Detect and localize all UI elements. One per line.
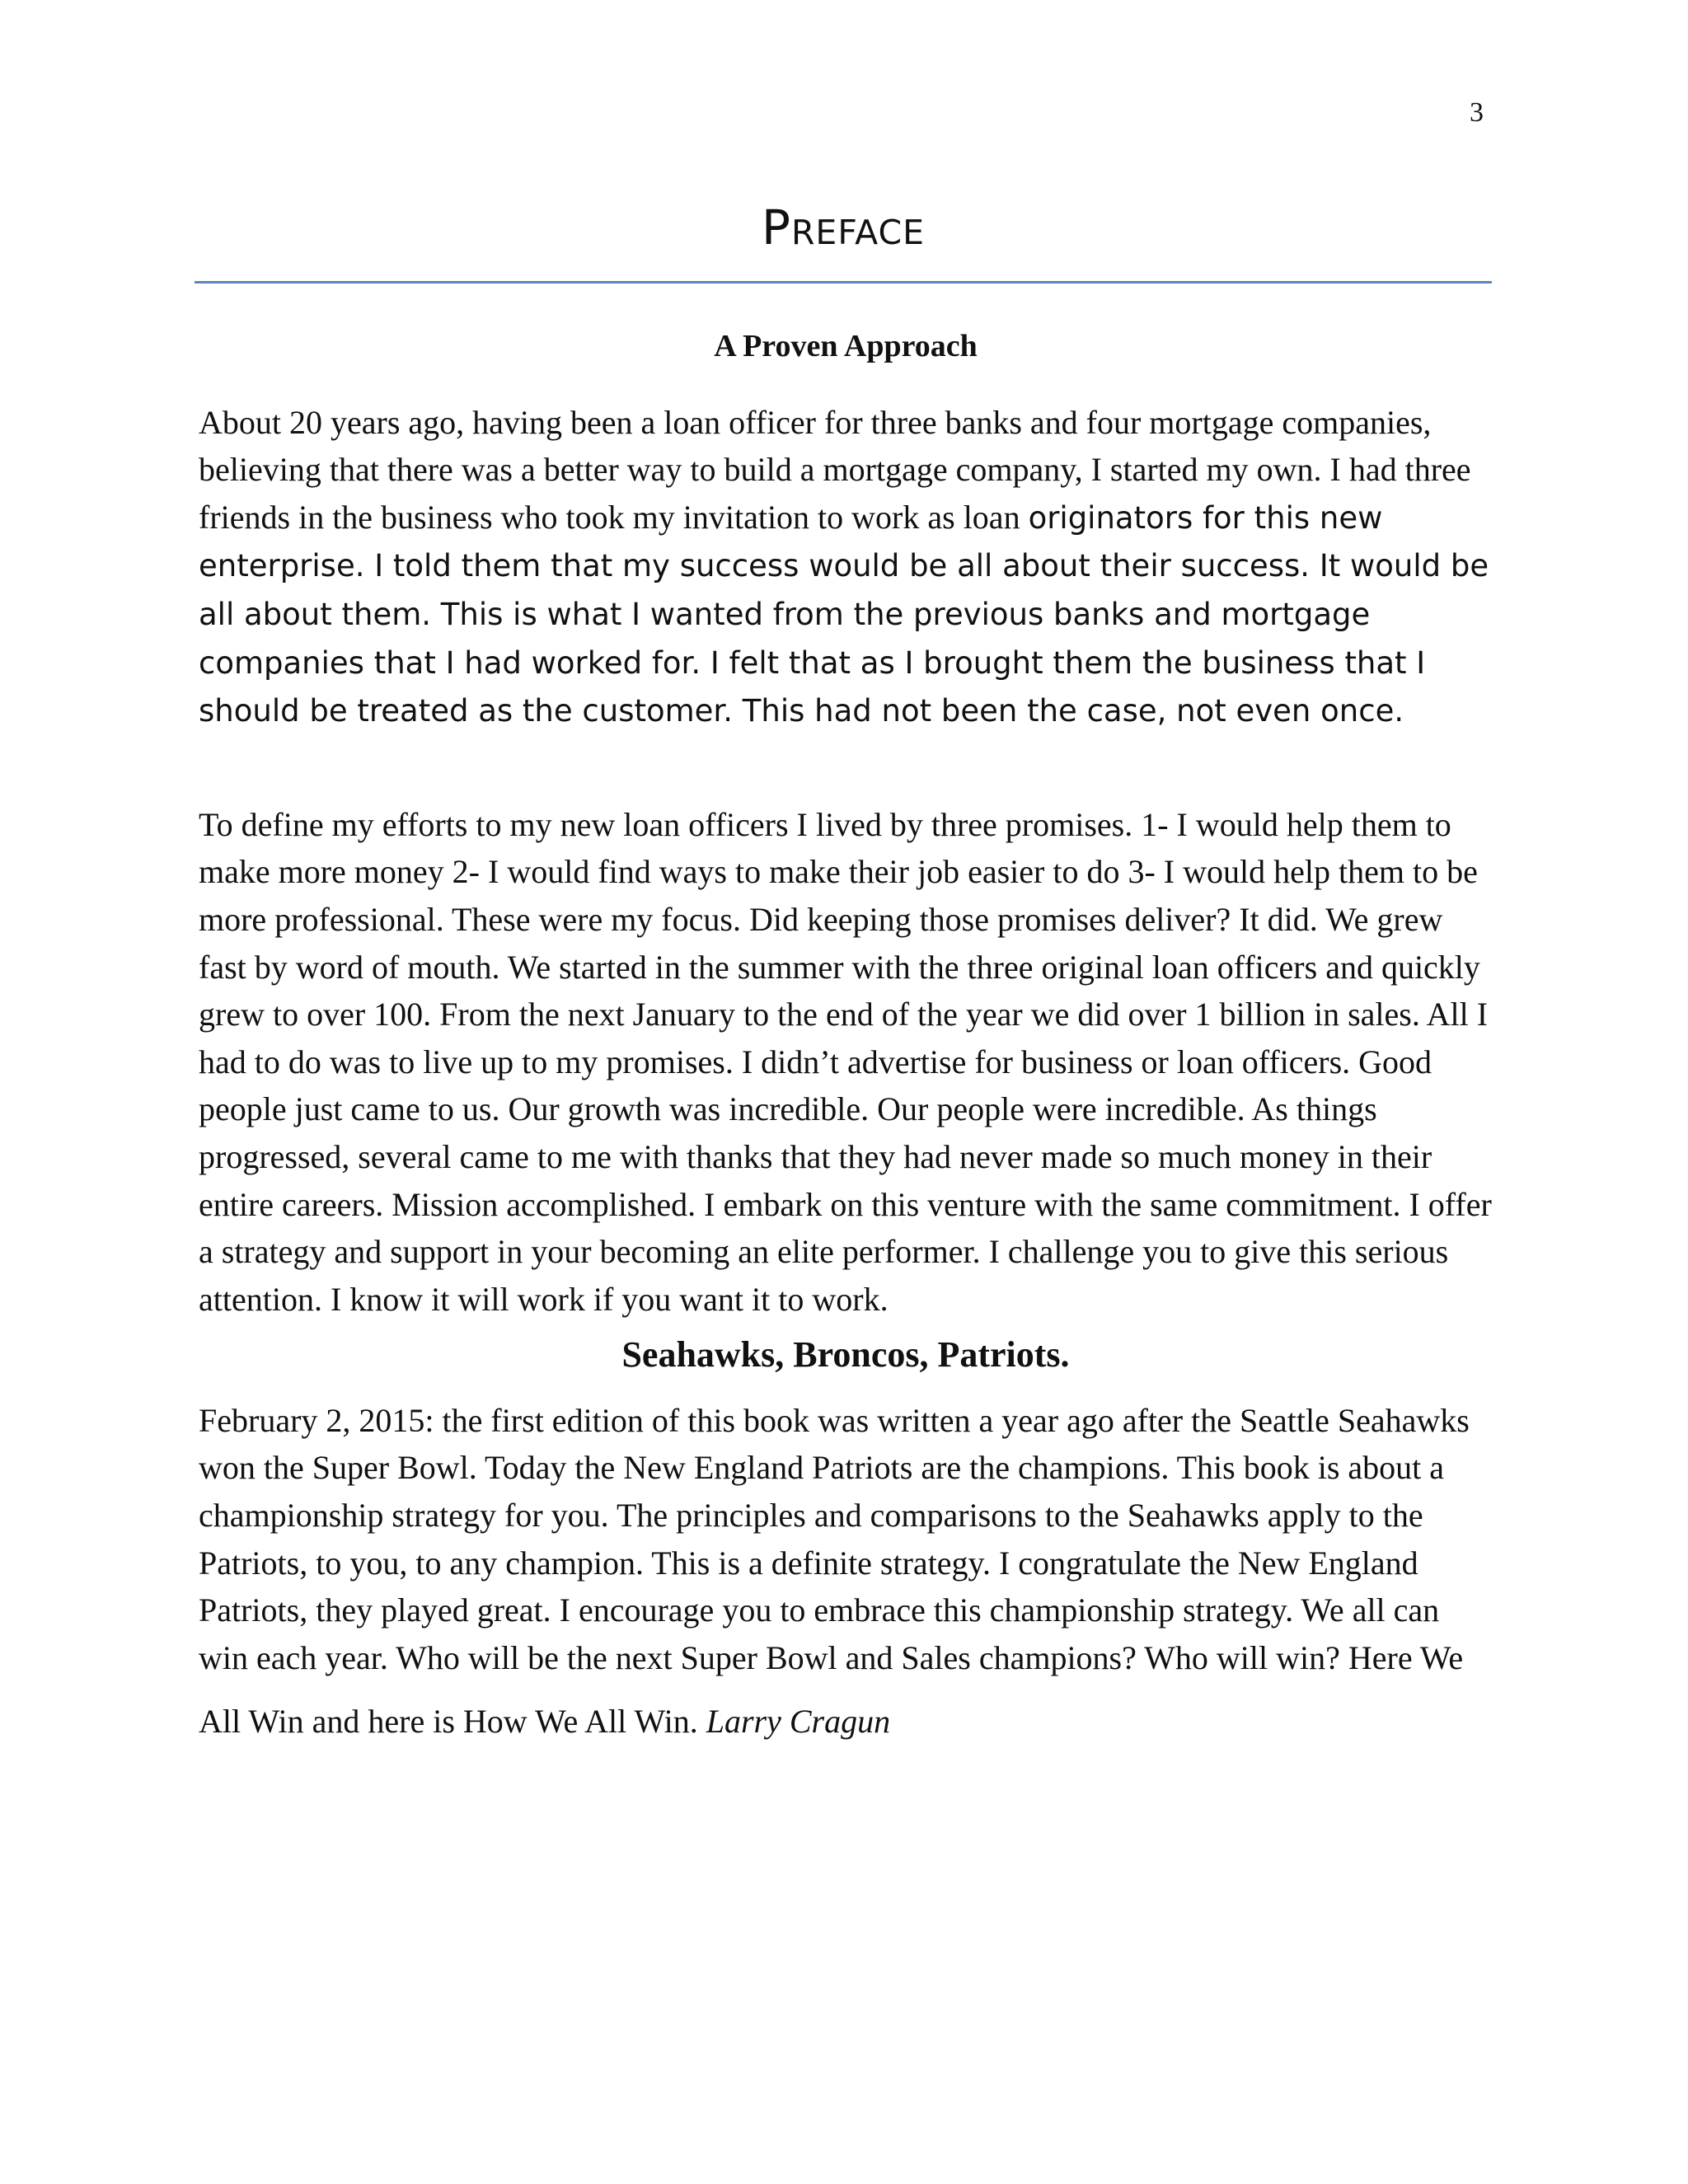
paragraph-intro-sans-part: originators for this new enterprise. I told them that my success would be all about their success. It would be all about them. This is what I wanted from the previous banks and mortgage companies that I had worked for. I felt that as I brought them the business that I should be treated as the customer. This had not been the case, not even once. xyxy=(199,499,1489,729)
author-signature: Larry Cragun xyxy=(706,1703,891,1741)
page-body xyxy=(199,323,1493,1746)
section-heading-seahawks-broncos-patriots: Seahawks, Broncos, Patriots. xyxy=(621,1334,1070,1376)
paragraph-super-bowl: February 2, 2015: the first edition of this book was written a year ago after the Seattle Seahawks won the Super Bowl. Today the New England Patriots are the champions. This book is about a championship strategy for you. The principles and comparisons to the Seahawks apply to the Patriots, to you, to any champion. This is a definite strategy. I congratulate the New England Patriots, they played great. I encourage you to embrace this championship strategy. We all can win each year. Who will be the next Super Bowl and Sales champions? Who will win? Here We xyxy=(199,1401,1470,1676)
paragraph-three-promises: To define my efforts to my new loan officers I lived by three promises. 1- I would help them to make more money 2- I would find ways to make their job easier to do 3- I would help them to be more professional. These were my focus. Did keeping those promises deliver? It did. We grew fast by word of mouth. We started in the summer with the three original loan officers and quickly grew to over 100. From the next January to the end of the year we did over 1 billion in sales. All I had to do was to live up to my promises. I didn’t advertise for business or loan officers. Good people just came to us. Our growth was incredible. Our people were incredible. As things progressed, several came to me with thanks that they had never made so much money in their entire careers. Mission accomplished. I embark on this venture with the same commitment. I offer a strategy and support in your becoming an elite performer. I challenge you to give this serious attention. I know it will work if you want it to work. xyxy=(199,805,1492,1318)
closing-text: All Win and here is How We All Win. xyxy=(199,1703,698,1741)
title-underline xyxy=(195,281,1492,284)
section-heading-proven-approach: A Proven Approach xyxy=(714,329,978,363)
page-number: 3 xyxy=(1470,97,1484,128)
paragraph-closing xyxy=(199,1698,1493,1746)
chapter-title: Preface xyxy=(761,199,926,255)
paragraph-intro xyxy=(199,399,1493,735)
paragraph-intro-serif-part: About 20 years ago, having been a loan officer for three banks and four mortgage companies, believing that there was a better way to build a mortgage company, I started my own. I had three friends in the business who took my invitation to work as loan xyxy=(199,403,1471,536)
